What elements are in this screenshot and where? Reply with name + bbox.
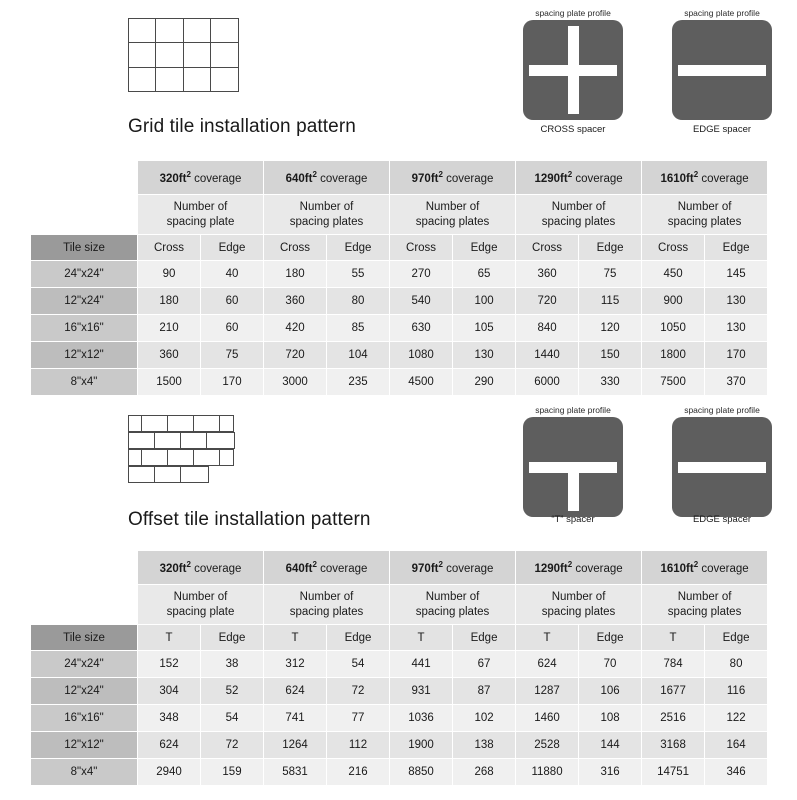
table-cell: 235 <box>327 369 390 396</box>
row-label: 12"x24" <box>31 678 138 705</box>
subheader-edge: Edge <box>327 625 390 651</box>
offset-cell <box>128 415 142 432</box>
table-row <box>31 705 768 732</box>
offset-cell <box>128 449 142 466</box>
table-cell: 420 <box>264 315 327 342</box>
offset-row <box>128 449 238 466</box>
row-label: 16"x16" <box>31 315 138 342</box>
table-cell: 720 <box>264 342 327 369</box>
table-cell: 130 <box>453 342 516 369</box>
row-label: 8"x4" <box>31 759 138 786</box>
cross-spacer-label: CROSS spacer <box>540 124 606 135</box>
grid-pattern-title: Grid tile installation pattern <box>128 116 356 137</box>
table-row <box>31 261 768 288</box>
table-cell: 784 <box>642 651 705 678</box>
t-spacer-card <box>523 417 623 517</box>
table-cell: 370 <box>705 369 768 396</box>
table-row <box>31 651 768 678</box>
table-cell: 540 <box>390 288 453 315</box>
table-cell: 624 <box>138 732 201 759</box>
table-cell: 67 <box>453 651 516 678</box>
row-label: 12"x24" <box>31 288 138 315</box>
number-header-970: Number of spacing plates <box>390 585 516 625</box>
t-spacer-stem-bar <box>568 473 579 511</box>
subheader-t: T <box>516 625 579 651</box>
table-cell: 312 <box>264 651 327 678</box>
subheader-cross: Cross <box>642 235 705 261</box>
table-row <box>31 288 768 315</box>
edge-spacer-card <box>672 20 772 120</box>
table-cell: 316 <box>579 759 642 786</box>
grid-cell <box>128 42 157 68</box>
coverage-header-970: $970ft^2$ coverage <box>390 551 516 585</box>
table-row <box>31 315 768 342</box>
table-cell: 1460 <box>516 705 579 732</box>
table-row-coverage-headers <box>31 161 768 195</box>
number-header-640: Number of spacing plates <box>264 585 390 625</box>
table-row <box>31 759 768 786</box>
subheader-t: T <box>138 625 201 651</box>
table-cell: 2940 <box>138 759 201 786</box>
offset-cell <box>193 449 220 466</box>
offset-cell <box>180 466 209 483</box>
table-cell: 624 <box>264 678 327 705</box>
subheader-cross: Cross <box>264 235 327 261</box>
number-header-1610: Number of spacing plates <box>642 195 768 235</box>
table-cell: 170 <box>705 342 768 369</box>
table-cell: 102 <box>453 705 516 732</box>
table-cell: 120 <box>579 315 642 342</box>
t-spacer-label: “T” spacer <box>551 514 595 525</box>
table-cell: 360 <box>264 288 327 315</box>
table-cell: 2516 <box>642 705 705 732</box>
table-cell: 304 <box>138 678 201 705</box>
subheader-edge: Edge <box>579 625 642 651</box>
table-row-subheaders <box>31 235 768 261</box>
table-cell: 6000 <box>516 369 579 396</box>
number-header-970: Number of spacing plates <box>390 195 516 235</box>
table-cell: 90 <box>138 261 201 288</box>
table-cell: 54 <box>201 705 264 732</box>
coverage-header-1290: $1290ft^2$ coverage <box>516 161 642 195</box>
table-cell: 144 <box>579 732 642 759</box>
offset-cell <box>154 466 181 483</box>
edge-spacer-profile-caption: spacing plate profile <box>684 8 760 18</box>
table-cell: 80 <box>327 288 390 315</box>
table-row <box>31 732 768 759</box>
table-cell: 900 <box>642 288 705 315</box>
offset-row <box>128 415 238 432</box>
grid-cell <box>183 67 212 93</box>
offset-row <box>128 432 238 449</box>
table-cell: 122 <box>705 705 768 732</box>
edge-spacer-card-bottom <box>672 417 772 517</box>
coverage-header-320: $320ft^2$ coverage <box>138 161 264 195</box>
table-cell: 450 <box>642 261 705 288</box>
table-cell: 11880 <box>516 759 579 786</box>
table-cell: 290 <box>453 369 516 396</box>
coverage-header-640: $640ft^2$ coverage <box>264 551 390 585</box>
subheader-edge: Edge <box>705 235 768 261</box>
row-label: 24"x24" <box>31 261 138 288</box>
subheader-t: T <box>642 625 705 651</box>
table-cell: 630 <box>390 315 453 342</box>
table-cell: 116 <box>705 678 768 705</box>
table-cell: 145 <box>705 261 768 288</box>
tile-size-header: Tile size <box>31 625 138 651</box>
offset-pattern-title: Offset tile installation pattern <box>128 509 371 530</box>
table-cell: 1440 <box>516 342 579 369</box>
table-cell: 1287 <box>516 678 579 705</box>
grid-cell <box>128 67 157 93</box>
subheader-t: T <box>264 625 327 651</box>
coverage-header-1290: $1290ft^2$ coverage <box>516 551 642 585</box>
offset-cell <box>141 415 168 432</box>
row-label: 24"x24" <box>31 651 138 678</box>
offset-cell <box>180 432 207 449</box>
table-row <box>31 678 768 705</box>
subheader-edge: Edge <box>327 235 390 261</box>
cross-spacer-vertical-bar <box>568 26 579 114</box>
offset-cell <box>206 432 235 449</box>
offset-cell <box>128 432 155 449</box>
table-cell: 170 <box>201 369 264 396</box>
table-cell: 159 <box>201 759 264 786</box>
grid-cell <box>210 67 239 93</box>
grid-cell <box>210 42 239 68</box>
table-cell: 1677 <box>642 678 705 705</box>
table-cell: 60 <box>201 315 264 342</box>
offset-coverage-table <box>30 550 768 786</box>
cross-spacer-profile-caption: spacing plate profile <box>535 8 611 18</box>
grid-coverage-table <box>30 160 768 396</box>
t-spacer-horizontal-bar <box>529 462 617 473</box>
table-row-number-headers <box>31 585 768 625</box>
table-cell: 72 <box>201 732 264 759</box>
table-cell: 741 <box>264 705 327 732</box>
subheader-edge: Edge <box>705 625 768 651</box>
grid-cell <box>155 42 184 68</box>
edge-spacer-profile-caption-bottom: spacing plate profile <box>684 405 760 415</box>
coverage-header-1610: $1610ft^2$ coverage <box>642 551 768 585</box>
table-cell: 268 <box>453 759 516 786</box>
table-cell: 270 <box>390 261 453 288</box>
subheader-cross: Cross <box>516 235 579 261</box>
table-cell: 7500 <box>642 369 705 396</box>
number-header-1610: Number of spacing plates <box>642 585 768 625</box>
table-cell: 164 <box>705 732 768 759</box>
table-cell: 360 <box>516 261 579 288</box>
number-header-320: Number of spacing plate <box>138 195 264 235</box>
edge-spacer-horizontal-bar <box>678 65 766 76</box>
number-header-1290: Number of spacing plates <box>516 195 642 235</box>
table-cell: 80 <box>705 651 768 678</box>
table-cell: 1050 <box>642 315 705 342</box>
grid-cell <box>183 42 212 68</box>
table-cell: 52 <box>201 678 264 705</box>
table-cell: 60 <box>201 288 264 315</box>
offset-cell <box>219 415 234 432</box>
grid-cell <box>210 18 239 44</box>
table-cell: 360 <box>138 342 201 369</box>
table-cell: 720 <box>516 288 579 315</box>
table-cell: 38 <box>201 651 264 678</box>
table-cell: 1080 <box>390 342 453 369</box>
table-cell: 70 <box>579 651 642 678</box>
table-cell: 216 <box>327 759 390 786</box>
table-cell: 5831 <box>264 759 327 786</box>
subheader-edge: Edge <box>579 235 642 261</box>
offset-cell <box>219 449 234 466</box>
table-cell: 14751 <box>642 759 705 786</box>
table-cell: 348 <box>138 705 201 732</box>
table-cell: 840 <box>516 315 579 342</box>
subheader-edge: Edge <box>453 625 516 651</box>
offset-cell <box>141 449 168 466</box>
table-cell: 4500 <box>390 369 453 396</box>
number-header-640: Number of spacing plates <box>264 195 390 235</box>
grid-cell <box>128 18 157 44</box>
table-cell: 180 <box>138 288 201 315</box>
table-cell: 40 <box>201 261 264 288</box>
row-label: 8"x4" <box>31 369 138 396</box>
grid-cell <box>183 18 212 44</box>
table-row-subheaders <box>31 625 768 651</box>
table-row-number-headers <box>31 195 768 235</box>
table-cell: 75 <box>201 342 264 369</box>
table-cell: 100 <box>453 288 516 315</box>
table-cell: 624 <box>516 651 579 678</box>
coverage-header-320: $320ft^2$ coverage <box>138 551 264 585</box>
edge-spacer-horizontal-bar <box>678 462 766 473</box>
table-cell: 3168 <box>642 732 705 759</box>
table-cell: 441 <box>390 651 453 678</box>
table-cell: 931 <box>390 678 453 705</box>
table-cell: 1036 <box>390 705 453 732</box>
table-cell: 150 <box>579 342 642 369</box>
subheader-cross: Cross <box>390 235 453 261</box>
table-cell: 3000 <box>264 369 327 396</box>
table-cell: 77 <box>327 705 390 732</box>
table-cell: 104 <box>327 342 390 369</box>
table-cell: 8850 <box>390 759 453 786</box>
table-cell: 346 <box>705 759 768 786</box>
coverage-header-970: $970ft^2$ coverage <box>390 161 516 195</box>
subheader-edge: Edge <box>201 625 264 651</box>
offset-pattern-thumbnail <box>128 415 238 483</box>
table-cell: 1500 <box>138 369 201 396</box>
table-cell: 138 <box>453 732 516 759</box>
table-row <box>31 369 768 396</box>
subheader-edge: Edge <box>453 235 516 261</box>
offset-row <box>128 466 238 483</box>
table-cell: 130 <box>705 288 768 315</box>
table-cell: 108 <box>579 705 642 732</box>
table-cell: 55 <box>327 261 390 288</box>
blank-corner-cell <box>31 551 138 625</box>
subheader-t: T <box>390 625 453 651</box>
offset-cell <box>154 432 181 449</box>
table-cell: 130 <box>705 315 768 342</box>
subheader-edge: Edge <box>201 235 264 261</box>
offset-cell <box>128 466 155 483</box>
coverage-header-640: $640ft^2$ coverage <box>264 161 390 195</box>
row-label: 16"x16" <box>31 705 138 732</box>
table-cell: 115 <box>579 288 642 315</box>
table-cell: 65 <box>453 261 516 288</box>
table-cell: 180 <box>264 261 327 288</box>
offset-cell <box>167 415 194 432</box>
row-label: 12"x12" <box>31 342 138 369</box>
edge-spacer-label: EDGE spacer <box>692 124 752 135</box>
row-label: 12"x12" <box>31 732 138 759</box>
edge-spacer-label-bottom: EDGE spacer <box>692 514 752 525</box>
subheader-cross: Cross <box>138 235 201 261</box>
table-cell: 75 <box>579 261 642 288</box>
table-cell: 106 <box>579 678 642 705</box>
table-cell: 85 <box>327 315 390 342</box>
tile-size-header: Tile size <box>31 235 138 261</box>
number-header-1290: Number of spacing plates <box>516 585 642 625</box>
table-cell: 87 <box>453 678 516 705</box>
table-cell: 54 <box>327 651 390 678</box>
table-cell: 112 <box>327 732 390 759</box>
blank-corner-cell <box>31 161 138 235</box>
table-row <box>31 342 768 369</box>
grid-cell <box>155 18 184 44</box>
table-cell: 152 <box>138 651 201 678</box>
offset-cell <box>193 415 220 432</box>
t-spacer-profile-caption: spacing plate profile <box>535 405 611 415</box>
table-cell: 1800 <box>642 342 705 369</box>
number-header-320: Number of spacing plate <box>138 585 264 625</box>
table-cell: 72 <box>327 678 390 705</box>
grid-cell <box>155 67 184 93</box>
coverage-header-1610: $1610ft^2$ coverage <box>642 161 768 195</box>
table-cell: 210 <box>138 315 201 342</box>
table-cell: 1264 <box>264 732 327 759</box>
cross-spacer-card <box>523 20 623 120</box>
table-cell: 105 <box>453 315 516 342</box>
table-cell: 330 <box>579 369 642 396</box>
grid-pattern-thumbnail <box>128 18 238 92</box>
offset-cell <box>167 449 194 466</box>
table-cell: 1900 <box>390 732 453 759</box>
table-row-coverage-headers <box>31 551 768 585</box>
table-cell: 2528 <box>516 732 579 759</box>
